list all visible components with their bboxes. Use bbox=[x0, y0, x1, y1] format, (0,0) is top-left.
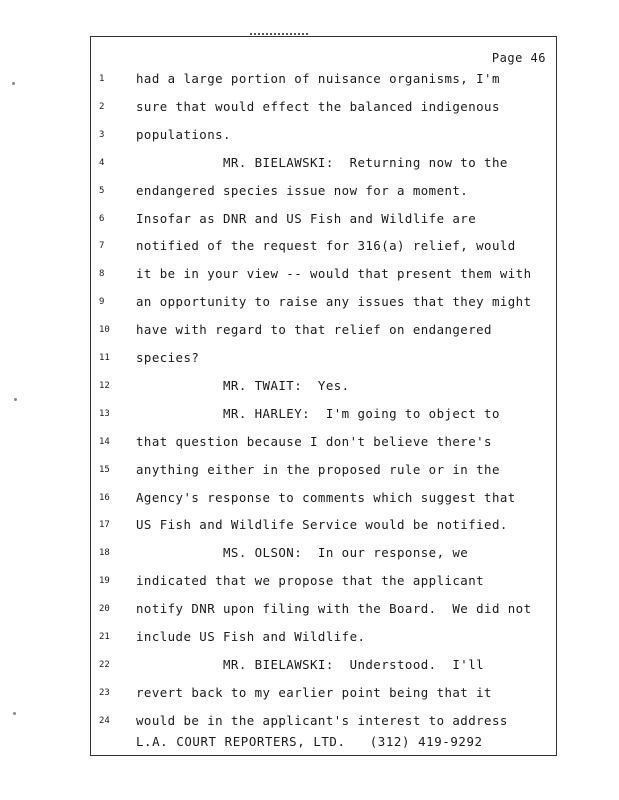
scan-mark bbox=[250, 33, 310, 35]
line-text: Agency's response to comments which suggest that bbox=[136, 489, 516, 505]
line-text: it be in your view -- would that present them with bbox=[136, 266, 532, 282]
line-text: notified of the request for 316(a) relief, would bbox=[136, 238, 516, 254]
transcript-line bbox=[91, 266, 558, 284]
line-text: MR. HARLEY: I'm going to object to bbox=[136, 405, 500, 421]
line-text: MR. BIELAWSKI: Returning now to the bbox=[136, 154, 508, 170]
line-number: 15 bbox=[99, 464, 110, 475]
transcript-line bbox=[91, 657, 558, 675]
transcript-line bbox=[91, 155, 558, 173]
transcript-line bbox=[91, 211, 558, 229]
line-text: MR. TWAIT: Yes. bbox=[136, 377, 350, 393]
line-number: 6 bbox=[99, 213, 105, 224]
line-number: 1 bbox=[99, 74, 105, 84]
page-number: Page 46 bbox=[491, 51, 546, 65]
line-text: had a large portion of nuisance organisms, I'm bbox=[136, 71, 500, 86]
transcript-line bbox=[91, 685, 558, 703]
line-text: notify DNR upon filing with the Board. We did not bbox=[136, 601, 532, 617]
line-text: an opportunity to raise any issues that they might bbox=[136, 294, 532, 310]
line-number: 14 bbox=[99, 436, 110, 447]
court-reporter-footer: L.A. COURT REPORTERS, LTD. (312) 419-9292 bbox=[136, 734, 483, 749]
transcript-line bbox=[91, 238, 558, 256]
line-number: 22 bbox=[99, 659, 110, 670]
transcript-line bbox=[91, 322, 558, 340]
line-text: US Fish and Wildlife Service would be notified. bbox=[136, 517, 508, 533]
line-number: 3 bbox=[99, 129, 105, 140]
line-text: Insofar as DNR and US Fish and Wildlife are bbox=[136, 210, 477, 226]
transcript-line bbox=[91, 573, 558, 591]
line-text: include US Fish and Wildlife. bbox=[136, 629, 366, 644]
transcript-line bbox=[91, 183, 558, 201]
line-text: species? bbox=[136, 350, 200, 365]
transcript-page bbox=[90, 36, 557, 756]
transcript-line bbox=[91, 127, 558, 145]
line-number: 20 bbox=[99, 604, 110, 615]
line-number: 17 bbox=[99, 520, 110, 531]
line-number: 12 bbox=[99, 380, 110, 391]
line-text: have with regard to that relief on endangered bbox=[136, 322, 492, 338]
transcript-line bbox=[91, 713, 558, 731]
line-number: 10 bbox=[99, 325, 110, 336]
transcript-line bbox=[91, 294, 558, 312]
line-number: 24 bbox=[99, 715, 110, 726]
transcript-line bbox=[91, 601, 558, 619]
line-text: MR. BIELAWSKI: Understood. I'll bbox=[136, 656, 485, 672]
scan-speck bbox=[14, 398, 17, 401]
line-number: 16 bbox=[99, 492, 110, 503]
transcript-line bbox=[91, 434, 558, 452]
line-number: 21 bbox=[99, 632, 110, 642]
transcript-line bbox=[91, 517, 558, 535]
transcript-line bbox=[91, 71, 558, 89]
scan-speck bbox=[13, 712, 16, 715]
transcript-line bbox=[91, 629, 558, 647]
line-number: 7 bbox=[99, 241, 105, 252]
line-text: MS. OLSON: In our response, we bbox=[136, 545, 469, 561]
line-text: anything either in the proposed rule or in the bbox=[136, 461, 500, 477]
line-text: revert back to my earlier point being that it bbox=[136, 684, 492, 700]
line-text: sure that would effect the balanced indigenous bbox=[136, 98, 500, 114]
line-number: 13 bbox=[99, 408, 110, 419]
line-number: 18 bbox=[99, 548, 110, 559]
line-number: 19 bbox=[99, 576, 110, 587]
line-number: 23 bbox=[99, 687, 110, 698]
line-number: 8 bbox=[99, 269, 105, 280]
transcript-line bbox=[91, 378, 558, 396]
scan-speck bbox=[12, 82, 15, 85]
line-text: would be in the applicant's interest to address bbox=[136, 712, 508, 728]
transcript-line bbox=[91, 490, 558, 508]
transcript-line bbox=[91, 462, 558, 480]
line-number: 11 bbox=[99, 353, 110, 363]
transcript-line bbox=[91, 406, 558, 424]
line-text: populations. bbox=[136, 126, 231, 142]
line-number: 4 bbox=[99, 157, 105, 168]
line-text: endangered species issue now for a moment. bbox=[136, 182, 469, 198]
transcript-line bbox=[91, 99, 558, 117]
line-number: 9 bbox=[99, 297, 105, 308]
transcript-line bbox=[91, 545, 558, 563]
line-number: 5 bbox=[99, 185, 105, 196]
line-text: that question because I don't believe there's bbox=[136, 433, 492, 449]
line-text: indicated that we propose that the applicant bbox=[136, 573, 485, 589]
transcript-line bbox=[91, 350, 558, 368]
line-number: 2 bbox=[99, 101, 105, 112]
